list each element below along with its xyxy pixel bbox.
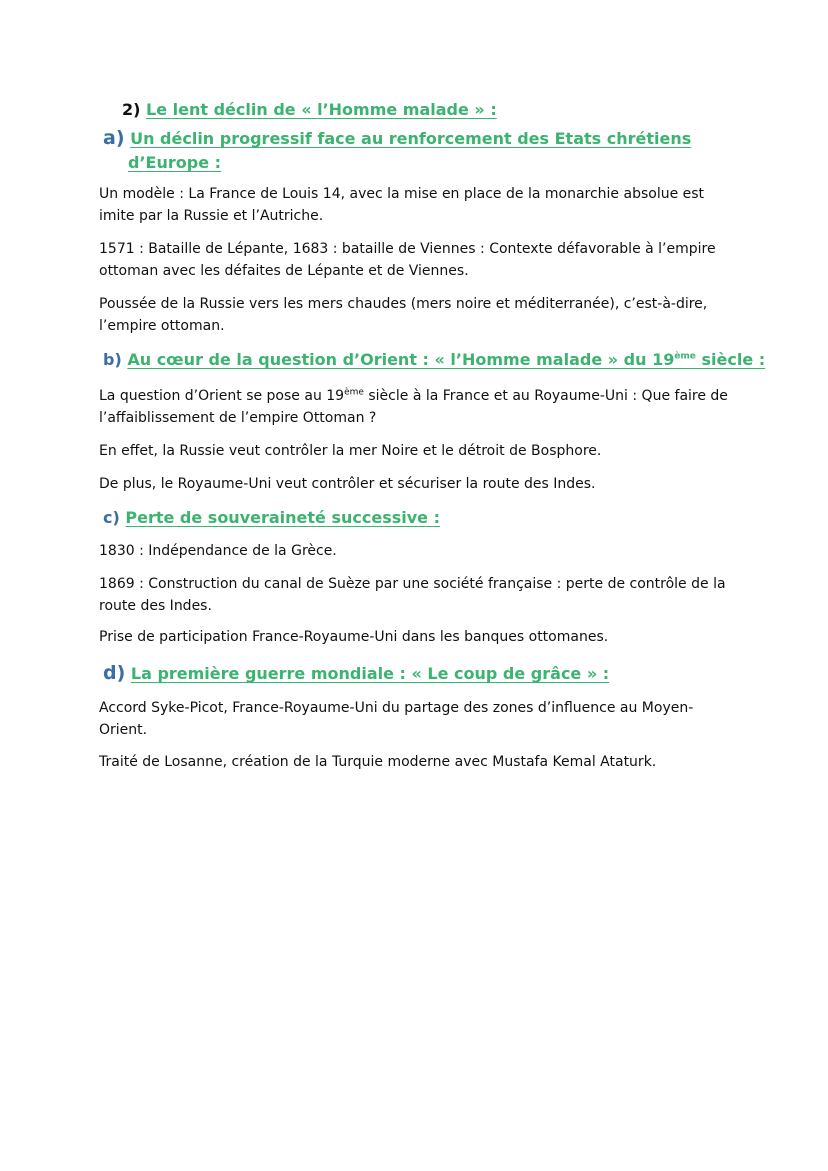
subsection-a-heading <box>103 126 691 175</box>
subsection-b-letter: b) <box>103 350 122 369</box>
paragraph-c1: 1830 : Indépendance de la Grèce. <box>99 543 337 559</box>
paragraph-a2: 1571 : Bataille de Lépante, 1683 : bataille de Viennes : Contexte défavorable à l’empire ottoman avec les défaites de Lépante et de Viennes. <box>99 241 716 279</box>
paragraph-c2: 1869 : Construction du canal de Suèze par une société française : perte de contrôle de la route des Indes. <box>99 576 726 614</box>
subsection-d-heading <box>103 662 609 684</box>
paragraph-a3: Poussée de la Russie vers les mers chaudes (mers noire et méditerranée), c’est-à-dire, l’empire ottoman. <box>99 296 708 334</box>
paragraph-a1: Un modèle : La France de Louis 14, avec la mise en place de la monarchie absolue est imite par la Russie et l’Autriche. <box>99 186 705 224</box>
paragraph-b3: De plus, le Royaume-Uni veut contrôler et sécuriser la route des Indes. <box>99 476 596 492</box>
subsection-a-title-line1: Un déclin progressif face au renforcement des Etats chrétiens <box>130 129 692 148</box>
section-number: 2) <box>122 100 141 119</box>
paragraph-d1: Accord Syke-Picot, France-Royaume-Uni du partage des zones d’influence au Moyen-Orient. <box>99 700 694 738</box>
subsection-a-letter: a) <box>103 127 125 149</box>
subsection-c-title: Perte de souveraineté successive : <box>125 508 440 527</box>
section-2-heading <box>122 100 497 119</box>
subsection-c-heading <box>103 508 440 527</box>
subsection-b-title: Au cœur de la question d’Orient : « l’Homme malade » du 19ème siècle : <box>127 350 766 369</box>
paragraph-b1: La question d’Orient se pose au 19ème siècle à la France et au Royaume-Uni : Que faire de l’affaiblissement de l’empire Ottoman ? <box>99 387 728 426</box>
paragraph-b2: En effet, la Russie veut contrôler la mer Noire et le détroit de Bosphore. <box>99 443 602 459</box>
subsection-d-letter: d) <box>103 662 126 684</box>
section-title: Le lent déclin de « l’Homme malade » : <box>146 100 497 119</box>
subsection-c-letter: c) <box>103 508 120 527</box>
subsection-b-heading <box>103 350 765 369</box>
subsection-a-title-line2: d’Europe : <box>128 153 222 172</box>
subsection-d-title: La première guerre mondiale : « Le coup de grâce » : <box>130 664 610 683</box>
paragraph-d2: Traité de Losanne, création de la Turquie moderne avec Mustafa Kemal Ataturk. <box>99 754 657 770</box>
paragraph-c3: Prise de participation France-Royaume-Uni dans les banques ottomanes. <box>99 629 609 645</box>
